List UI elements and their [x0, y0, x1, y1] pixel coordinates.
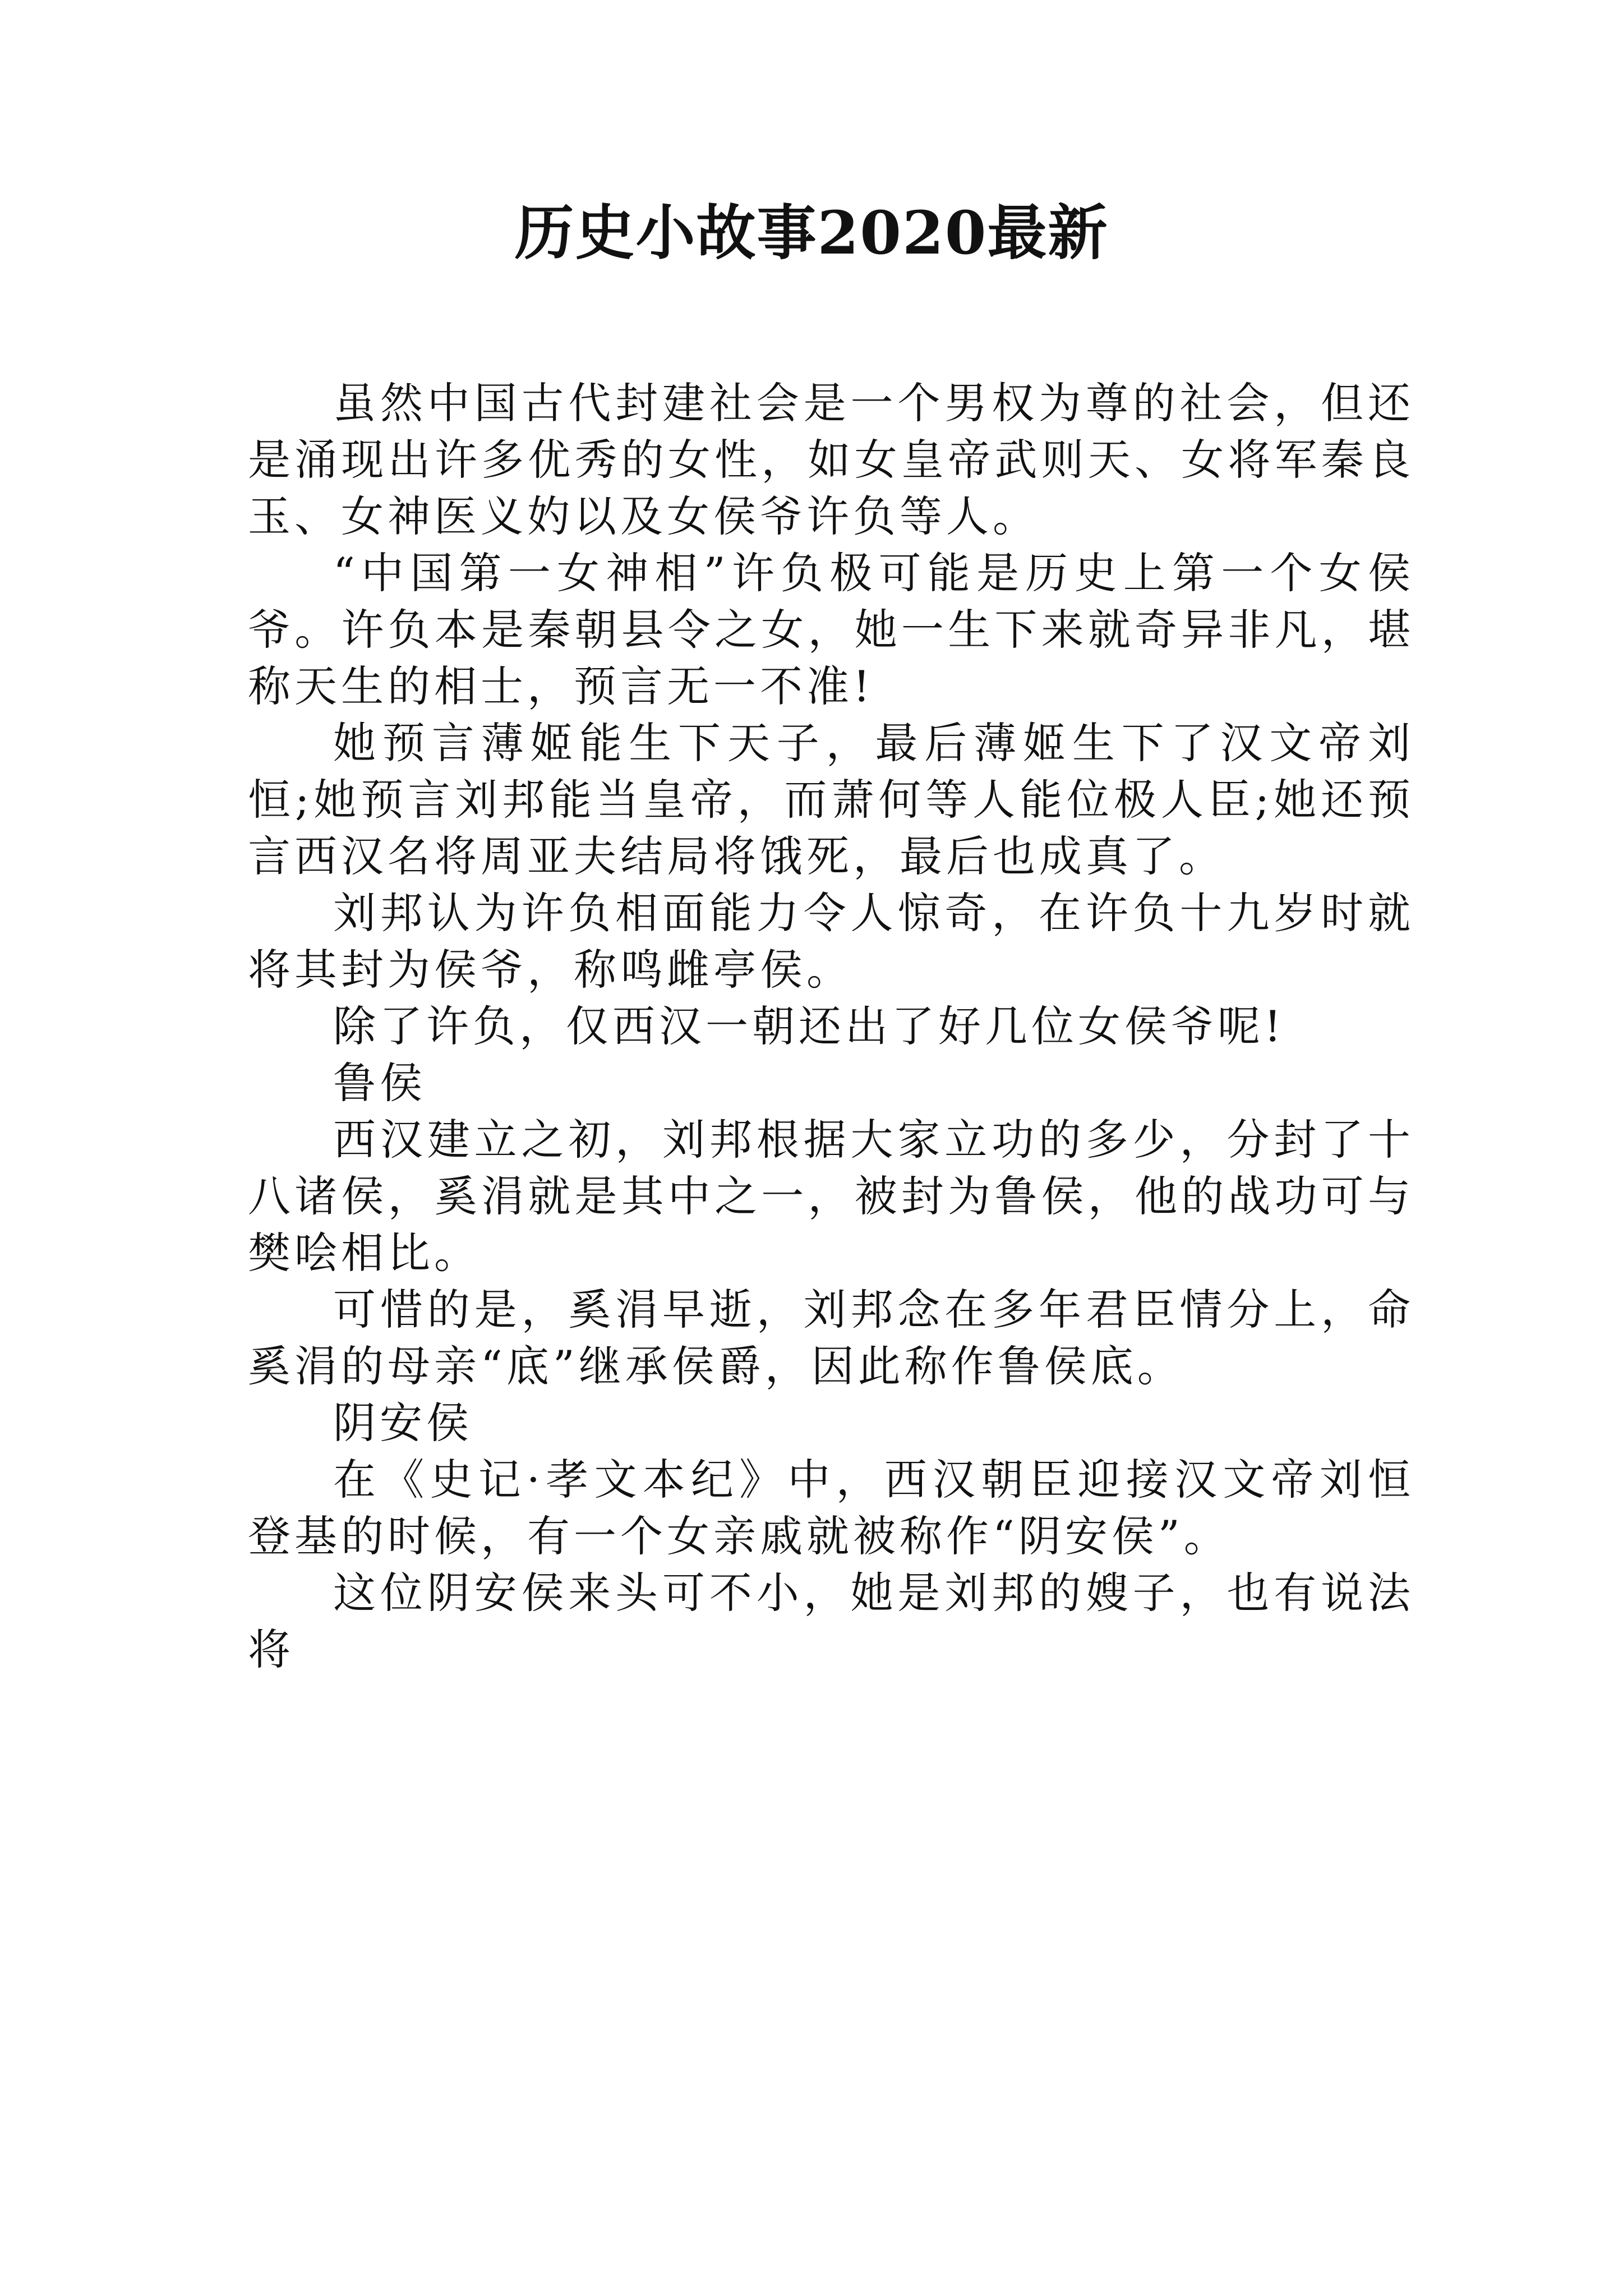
paragraph: “中国第一女神相”许负极可能是历史上第一个女侯爷。许负本是秦朝县令之女，她一生下来就奇异非凡，堪称天生的相士，预言无一不准!: [248, 548, 1414, 711]
paragraph: 刘邦认为许负相面能力令人惊奇，在许负十九岁时就将其封为侯爷，称鸣雌亭侯。: [248, 888, 1414, 995]
page-title: 历史小故事2020最新: [514, 197, 1109, 268]
paragraph: 西汉建立之初，刘邦根据大家立功的多少，分封了十八诸侯，奚涓就是其中之一，被封为鲁侯，他的战功可与樊哙相比。: [248, 1115, 1414, 1278]
section-heading: 阴安侯: [333, 1398, 473, 1448]
paragraph: 可惜的是，奚涓早逝，刘邦念在多年君臣情分上，命奚涓的母亲“底”继承侯爵，因此称作鲁侯底。: [248, 1285, 1414, 1391]
paragraph: 在《史记·孝文本纪》中，西汉朝臣迎接汉文帝刘恒登基的时候，有一个女亲戚就被称作“阴安侯”。: [248, 1455, 1414, 1561]
paragraph: 她预言薄姬能生下天子，最后薄姬生下了汉文帝刘恒;她预言刘邦能当皇帝，而萧何等人能位极人臣;她还预言西汉名将周亚夫结局将饿死，最后也成真了。: [248, 718, 1414, 881]
document-body: [248, 375, 1414, 1678]
paragraph: 这位阴安侯来头可不小，她是刘邦的嫂子，也有说法将: [248, 1568, 1414, 1674]
paragraph: 虽然中国古代封建社会是一个男权为尊的社会，但还是涌现出许多优秀的女性，如女皇帝武则天、女将军秦良玉、女神医义妁以及女侯爷许负等人。: [248, 378, 1414, 541]
paragraph: 除了许负，仅西汉一朝还出了好几位女侯爷呢!: [333, 1001, 1285, 1051]
section-heading: 鲁侯: [333, 1058, 426, 1108]
